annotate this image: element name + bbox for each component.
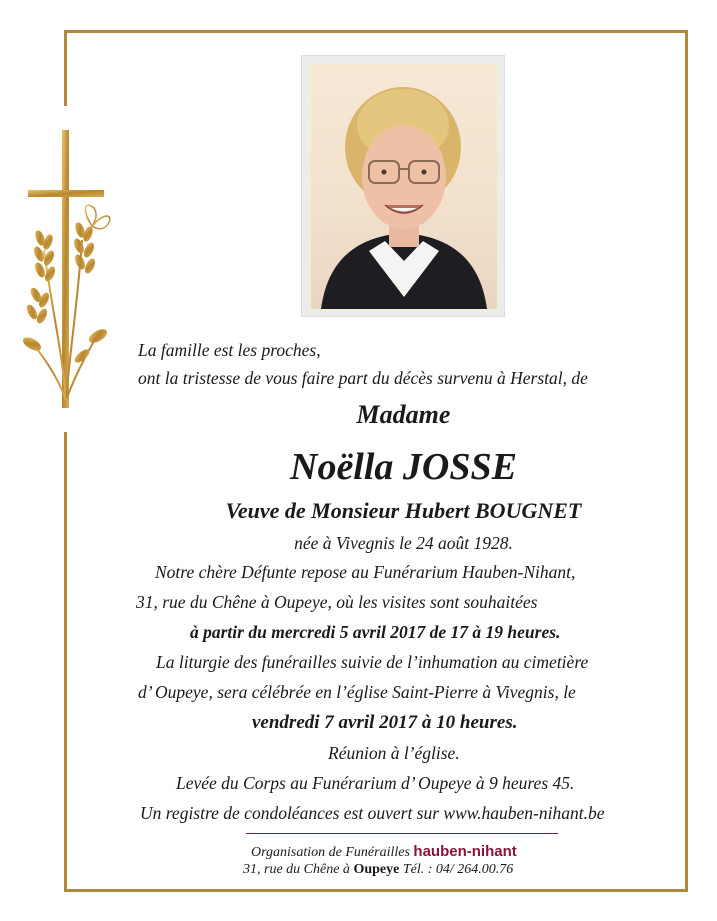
body-line-7: Réunion à l’église. (328, 743, 460, 763)
visit-time: à partir du mercredi 5 avril 2017 de 17 à 19 heures. (190, 622, 561, 642)
ceremony-time: vendredi 7 avril 2017 à 10 heures. (252, 712, 518, 733)
body-line-1: Notre chère Défunte repose au Funérarium Hauben-Nihant, (155, 562, 576, 582)
portrait-photo-frame (302, 56, 504, 316)
body-line-5: d’ Oupeye, sera célébrée en l’église Saint-Pierre à Vivegnis, le (138, 682, 576, 702)
brand-logo: hauben-nihant (413, 843, 517, 860)
portrait-photo (310, 64, 498, 310)
footer-address (243, 862, 513, 878)
birth-info: née à Vivegnis le 24 août 1928. (294, 533, 513, 553)
footer-address-street: 31, rue du Chêne à (243, 862, 350, 877)
deceased-name: Noëlla JOSSE (290, 446, 517, 488)
footer-organisation (251, 843, 517, 861)
body-line-4: La liturgie des funérailles suivie de l’inhumation au cimetière (156, 652, 589, 672)
frame-bottom (64, 889, 688, 892)
frame-left-upper (64, 30, 67, 106)
title-madame: Madame (356, 400, 451, 429)
footer-address-city: Oupeye (353, 862, 400, 877)
footer-divider (246, 833, 558, 834)
body-line-8: Levée du Corps au Funérarium d’ Oupeye à 9 heures 45. (176, 773, 575, 793)
widow-of: Veuve de Monsieur Hubert BOUGNET (225, 498, 582, 523)
footer-phone: Tél. : 04/ 264.00.76 (402, 862, 514, 877)
condolence-register: Un registre de condoléances est ouvert sur www.hauben-nihant.be (140, 803, 605, 823)
frame-top (64, 30, 688, 33)
footer-org-label: Organisation de Funérailles (251, 845, 410, 860)
cross-wheat-ornament-icon (22, 130, 122, 410)
intro-line-1: La famille est les proches, (138, 340, 321, 360)
intro-line-2: ont la tristesse de vous faire part du décès survenu à Herstal, de (138, 368, 588, 388)
body-line-2: 31, rue du Chêne à Oupeye, où les visites sont souhaitées (136, 592, 538, 612)
